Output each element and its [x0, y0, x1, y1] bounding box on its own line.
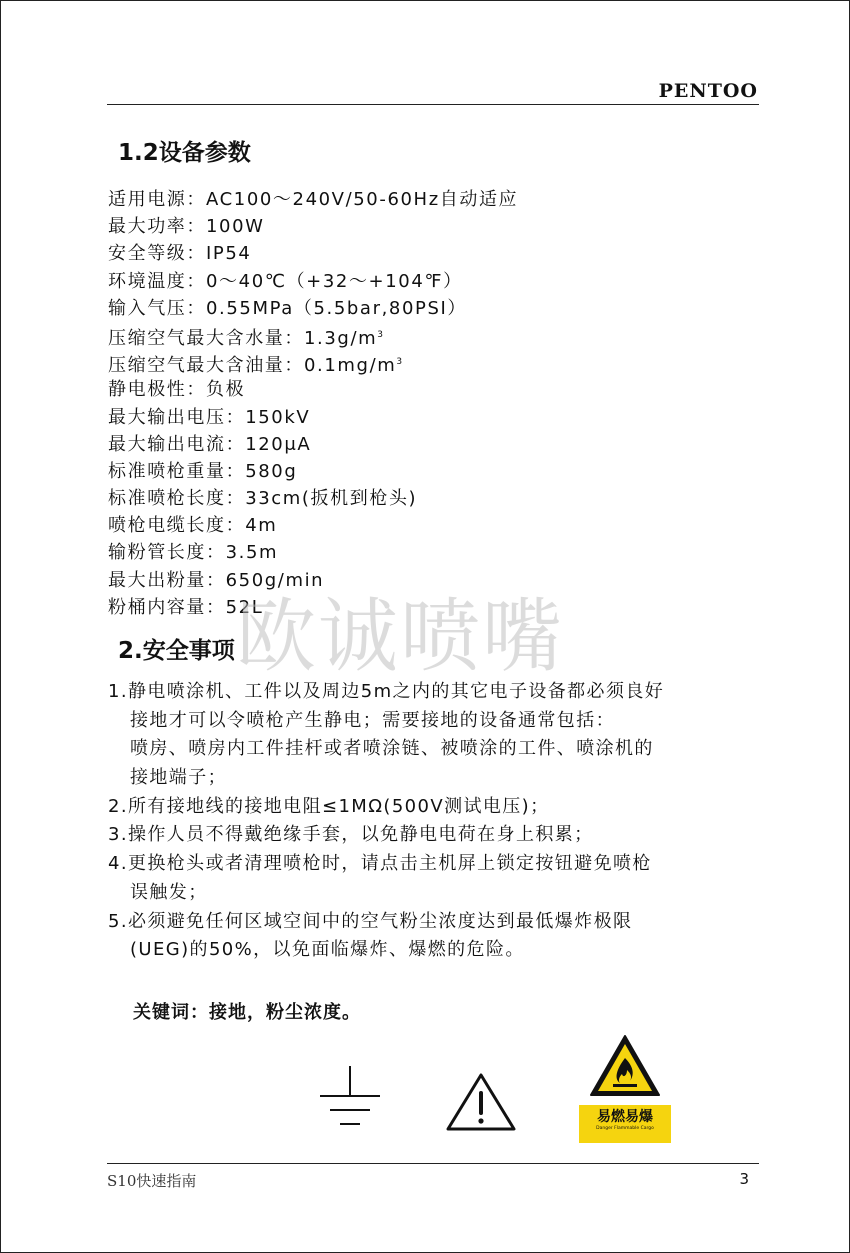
spec-text: 最大输出电流：120μA: [108, 433, 312, 455]
spec-item: [108, 240, 518, 267]
safety-note: [108, 850, 664, 907]
spec-item: [108, 322, 518, 349]
safety-note: [108, 678, 664, 793]
safety-note-line: 1.静电喷涂机、工件以及周边5m之内的其它电子设备都必须良好: [108, 681, 665, 702]
brand-name: PENTOO: [658, 80, 758, 102]
spec-text: 标准喷枪长度：33cm(扳机到枪头): [108, 488, 418, 510]
spec-item: [108, 539, 518, 566]
warning-triangle-icon: [445, 1071, 517, 1133]
keywords-line: 关键词：接地，粉尘浓度。: [133, 1002, 361, 1023]
spec-superscript: 3: [377, 329, 383, 340]
spec-superscript: 3: [396, 357, 403, 368]
safety-note-line: 接地端子；: [130, 767, 227, 789]
safety-note: [108, 793, 664, 822]
spec-text: 压缩空气最大含油量：0.1mg/m: [108, 355, 397, 377]
safety-note-line: 误触发；: [130, 881, 208, 903]
spec-item: [108, 485, 518, 512]
footer-guide-title: S10快速指南: [107, 1172, 197, 1190]
spec-list: [108, 186, 518, 621]
spec-item: [108, 404, 518, 431]
spec-item: [108, 376, 518, 403]
safety-note-line: 喷房、喷房内工件挂杆或者喷涂链、被喷涂的工件、喷涂机的: [130, 738, 654, 760]
spec-item: [108, 431, 518, 458]
spec-text: 最大出粉量：650g/min: [108, 569, 325, 591]
spec-text: 压缩空气最大含水量：1.3g/m: [108, 327, 378, 349]
safety-notes-list: [108, 678, 664, 965]
footer-rule: [107, 1163, 759, 1164]
spec-text: 标准喷枪重量：580g: [108, 460, 298, 482]
safety-note: [108, 908, 664, 965]
watermark: 欧诚喷嘴: [236, 590, 564, 683]
section-title-safety: 2.安全事项: [118, 638, 235, 664]
safety-note: [108, 821, 664, 850]
spec-text: 环境温度：0～40℃（+32～+104℉）: [108, 270, 463, 292]
flammable-hazard-icon: [589, 1034, 661, 1098]
safety-note-line: 2.所有接地线的接地电阻≤1MΩ(500V测试电压)；: [108, 795, 550, 817]
spec-item: [108, 458, 518, 485]
spec-text: 静电极性：负极: [108, 379, 246, 401]
spec-item: [108, 567, 518, 594]
spec-text: 安全等级：IP54: [108, 243, 252, 265]
flammable-label: [579, 1105, 671, 1143]
spec-text: 输粉管长度：3.5m: [108, 542, 279, 564]
safety-note-line: 5.必须避免任何区域空间中的空气粉尘浓度达到最低爆炸极限: [108, 910, 633, 932]
safety-note-line: 4.更换枪头或者清理喷枪时，请点击主机屏上锁定按钮避免喷枪: [108, 853, 652, 875]
spec-item: [108, 295, 518, 322]
header-rule: [107, 104, 759, 105]
spec-text: 适用电源：AC100～240V/50-60Hz自动适应: [108, 189, 519, 210]
spec-item: [108, 186, 518, 213]
spec-text: 输入气压：0.55MPa（5.5bar,80PSI）: [108, 297, 467, 319]
ground-symbol-icon: [318, 1064, 382, 1128]
spec-item: [108, 213, 518, 240]
safety-note-line: 3.操作人员不得戴绝缘手套，以免静电电荷在身上积累；: [108, 824, 594, 846]
page-number: 3: [739, 1170, 749, 1188]
spec-text: 最大功率：100W: [108, 216, 265, 238]
flammable-label-subtext: Danger Flammable Cargo: [596, 1126, 654, 1131]
spec-text: 喷枪电缆长度：4m: [108, 515, 278, 537]
spec-item: [108, 594, 518, 621]
safety-note-line: 接地才可以令喷枪产生静电；需要接地的设备通常包括：: [130, 709, 615, 731]
spec-text: 粉桶内容量：52L: [108, 596, 264, 618]
spec-item: [108, 349, 518, 376]
section-title-specs: 1.2设备参数: [118, 140, 251, 166]
spec-text: 最大输出电压：150kV: [108, 406, 311, 428]
flammable-label-text: 易燃易爆: [597, 1109, 653, 1125]
spec-item: [108, 512, 518, 539]
spec-item: [108, 268, 518, 295]
safety-note-line: (UEG)的50%，以免面临爆炸、爆燃的危险。: [130, 939, 525, 961]
